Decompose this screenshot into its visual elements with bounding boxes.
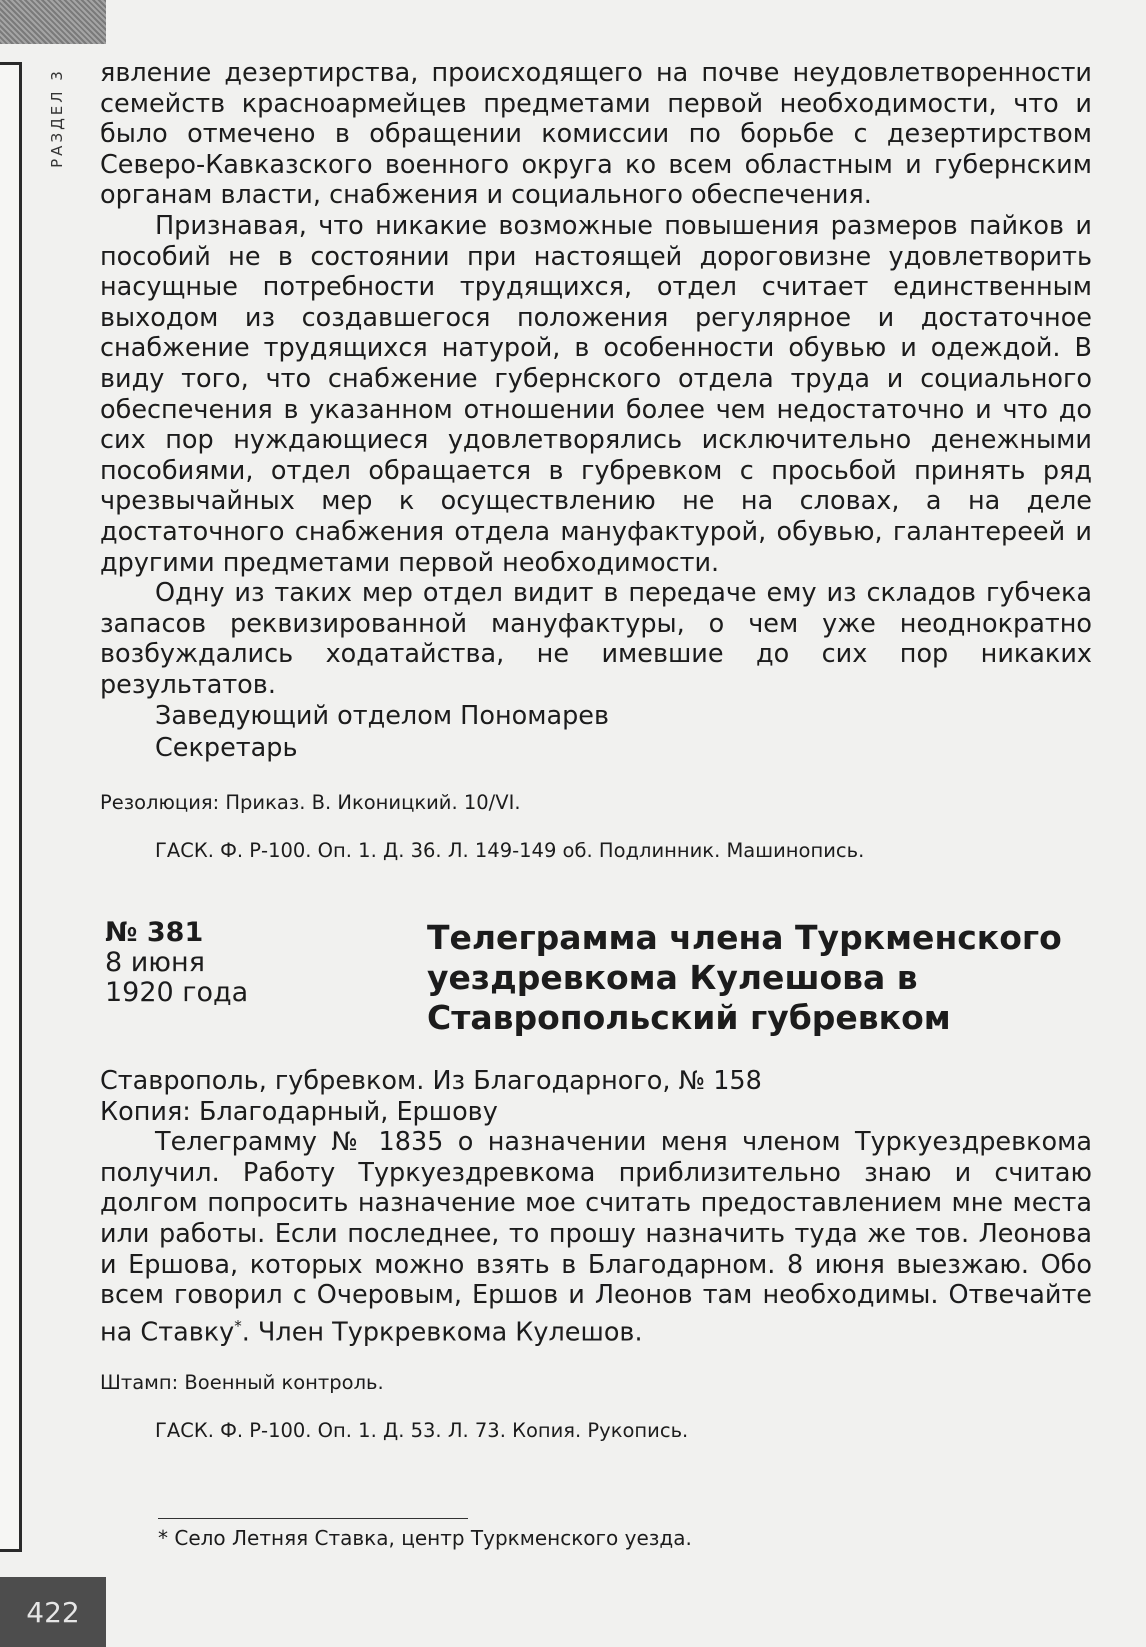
page-number: 422 bbox=[0, 1577, 106, 1647]
signature-head: Заведующий отделом Пономарев bbox=[155, 701, 609, 732]
corner-tab bbox=[0, 0, 106, 44]
stamp-note: Штамп: Военный контроль. bbox=[100, 1370, 384, 1394]
paragraph: явление дезертирства, происходящего на почве неудовлетворенности семейств красноармейцев предметами первой необходимости, что и было отмечено в обращении комиссии по борьбе с дезертирством Северо-Кавказского военного округа ко всем областным и губернским органам власти, снабжения и социального обеспечения. bbox=[100, 58, 1092, 211]
document-date-year: 1920 года bbox=[105, 977, 249, 1008]
archive-reference: ГАСК. Ф. Р-100. Оп. 1. Д. 53. Л. 73. Копия. Рукопись. bbox=[155, 1418, 689, 1442]
paragraph: Признавая, что никакие возможные повышения размеров пайков и пособий не в состоянии при настоящей дороговизне удовлетворить насущные потребности трудящихся, отдел считает единственным выходом из создавшегося положения регулярное и достаточное снабжение трудящихся натурой, в особенности обувью и одеждой. В виду того, что снабжение губернского отдела труда и социального обеспечения в указанном отношении более чем недостаточно и что до сих пор нуждающиеся удовлетворялись исключительно денежными пособиями, отдел обращается в губревком с просьбой принять ряд чрезвычайных мер к осуществлению не на словах, а на деле достаточного снабжения отдела мануфактурой, обувью, галантереей и другими предметами первой необходимости. bbox=[100, 210, 1092, 578]
section-label-text: РАЗДЕЛ 3 bbox=[48, 68, 66, 168]
document-380-continuation bbox=[100, 58, 1092, 864]
archive-reference: ГАСК. Ф. Р-100. Оп. 1. Д. 36. Л. 149-149 об. Подлинник. Машинопись. bbox=[155, 839, 865, 863]
page-frame bbox=[0, 62, 22, 1552]
footnote-rule bbox=[158, 1518, 468, 1519]
document-number: № 381 bbox=[105, 917, 204, 948]
telegram-text-end: . Член Туркревкома Кулешов. bbox=[241, 1317, 643, 1348]
footnote: * Село Летняя Ставка, центр Туркменского уезда. bbox=[158, 1526, 692, 1550]
document-title: Телеграмма члена Туркменского уездревкома Кулешова в Ставропольский губревком bbox=[427, 918, 1062, 1037]
copy-line: Копия: Благодарный, Ершову bbox=[100, 1096, 498, 1127]
telegram-text bbox=[100, 1127, 1092, 1348]
document-381-body bbox=[100, 1066, 1092, 1444]
address-line: Ставрополь, губревком. Из Благодарного, № 158 bbox=[100, 1066, 762, 1096]
signature-secretary: Секретарь bbox=[155, 733, 298, 764]
resolution: Резолюция: Приказ. В. Иконицкий. 10/VI. bbox=[100, 791, 521, 815]
document-381-header bbox=[105, 918, 1095, 1038]
footnote-mark: * bbox=[234, 1316, 242, 1335]
paragraph: Одну из таких мер отдел видит в передаче ему из складов губчека запасов реквизированной мануфактуры, о чем уже неоднократно возбуждались ходатайства, не имевшие до сих пор никаких результатов. bbox=[100, 578, 1092, 700]
document-date-day: 8 июня bbox=[105, 947, 205, 978]
telegram-text-main: Телеграмму № 1835 о назначении меня членом Туркуездревкома получил. Работу Туркуездревкома приблизительно знаю и считаю долгом попросить назначение мое считать предоставлением мне места или работы. Если последнее, то прошу назначить туда же тов. Леонова и Ершова, которых можно взять в Благодарном. 8 июня выезжаю. Обо всем говорил с Очеровым, Ершов и Леонов там необходимы. Отвечайте на Ставку bbox=[100, 1127, 1092, 1348]
section-label bbox=[46, 62, 68, 174]
